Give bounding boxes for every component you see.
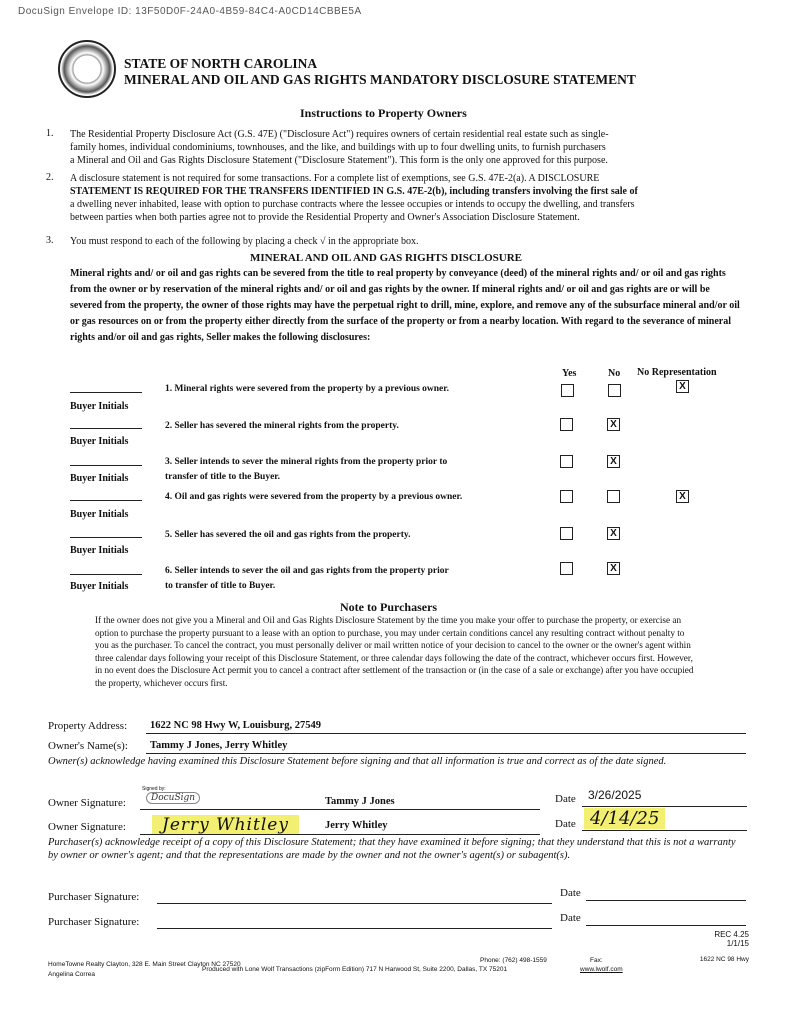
purchaser1-date-label: Date <box>560 887 581 899</box>
owner-signature-label: Owner Signature: <box>48 797 126 809</box>
owner1-printed-name: Tammy J Jones <box>325 796 395 807</box>
website-link[interactable]: www.lwolf.com <box>580 966 623 973</box>
instruction-number: 1. <box>46 128 54 139</box>
purchaser2-signature-line[interactable] <box>157 928 552 929</box>
checkbox-no-representation[interactable] <box>676 527 689 540</box>
instruction-number: 2. <box>46 172 54 183</box>
form-meta: REC 4.25 1/1/15 <box>714 930 749 948</box>
checkbox-no[interactable]: X <box>607 527 620 540</box>
owner1-date-label: Date <box>555 793 576 805</box>
checkbox-no[interactable]: X <box>607 418 620 431</box>
title-state: STATE OF NORTH CAROLINA <box>124 56 318 71</box>
owner2-date-label: Date <box>555 818 576 830</box>
checkbox-yes[interactable] <box>560 418 573 431</box>
checkbox-yes[interactable] <box>561 384 574 397</box>
purchaser1-date-line[interactable] <box>586 900 746 901</box>
purchaser2-date-line[interactable] <box>586 925 746 926</box>
fax: Fax: <box>590 957 603 964</box>
checkbox-no-representation[interactable]: X <box>676 380 689 393</box>
instructions-heading: Instructions to Property Owners <box>300 106 467 120</box>
property-address-label: Property Address: <box>48 720 128 732</box>
owner-acknowledgement: Owner(s) acknowledge having examined this Disclosure Statement before signing and that all information is true and correct as of the date signed. <box>48 756 667 767</box>
instruction-2: A disclosure statement is not required for some transactions. For a complete list of exemptions, see G.S. 47E-2(a). A DISCLOSURE STATEMENT IS REQUIRED FOR THE TRANSFERS IDENTIFIED IN G.S. 47E-2(b), including transfers involving the first sale of a dwelling never inhabited, lease with option to purchase contracts where the lessee occupies or intends to occupy the dwelling, and transfers between parties when both parties agree not to provide the Residential Property and Owner's Association Disclosure Statement. <box>70 173 638 223</box>
checkbox-yes[interactable] <box>560 455 573 468</box>
owner2-printed-name: Jerry Whitley <box>325 820 388 831</box>
checkbox-no-representation[interactable] <box>676 418 689 431</box>
purchaser-acknowledgement: Purchaser(s) acknowledge receipt of a copy of this Disclosure Statement; that they have examined it before signing; that they understand that this is not a warranty by owner or owner's agent; and that the representations are made by the owner and not the owner's agent(s) or subagent(s). <box>48 837 736 861</box>
checkbox-no-representation[interactable] <box>676 562 689 575</box>
column-no: No <box>608 368 621 379</box>
state-seal-icon <box>58 40 116 98</box>
checkbox-no-representation[interactable]: X <box>676 490 689 503</box>
note-text: If the owner does not give you a Mineral and Oil and Gas Rights Disclosure Statement by the time you make your offer to purchase the property, or exercise an option to purchase the property pursuant to a lease with an option to purchase, you may under certain conditions cancel any resulting contract without penalty to you as the purchaser. To cancel the contract, you must personally deliver or mail written notice of your decision to cancel to the owner or the owner's agent within three calendar days following your receipt of this Disclosure Statement, or three calendar days following the date of the contract, whichever occurs first. However, in no event does the Disclosure Act permit you to cancel a contract after settlement of the transaction or (in the case of a sale or exchange) after you have occupied the property, whichever occurs first. <box>95 615 694 688</box>
owner1-signature[interactable]: DocuSign <box>146 792 200 804</box>
owners-name-label: Owner's Name(s): <box>48 740 128 752</box>
disclosure-intro: Mineral rights and/ or oil and gas rights can be severed from the title to real property by conveyance (deed) of the mineral rights and/ or oil and gas rights from the owner or by reservation of the mineral rights and/ or oil and gas rights by the owner. If mineral rights and/ or oil and gas rights are or will be severed from the property, the owner of those rights may have the perpetual right to drill, mine, explore, and remove any of the subsurface mineral and/or oil or gas resources on or from the property either directly from the surface of the property or from a nearby location. With regard to the severance of mineral rights and/or oil and gas rights, Seller makes the following disclosures: <box>70 268 740 343</box>
form-address-ref: 1622 NC 98 Hwy <box>699 956 749 963</box>
question-text: 4. Oil and gas rights were severed from the property by a previous owner. <box>165 492 463 502</box>
owner2-date[interactable]: 4/14/25 <box>584 808 665 829</box>
instruction-number: 3. <box>46 235 54 246</box>
purchaser-signature-label: Purchaser Signature: <box>48 891 140 903</box>
column-yes: Yes <box>562 368 577 379</box>
checkbox-yes[interactable] <box>560 562 573 575</box>
agent-name: Angelina Correa <box>48 971 95 978</box>
envelope-id: DocuSign Envelope ID: 13F50D0F-24A0-4B59-84C4-A0CD14CBBE5A <box>18 6 362 17</box>
question-text: 5. Seller has severed the oil and gas rights from the property. <box>165 530 411 540</box>
owner-signature-label: Owner Signature: <box>48 821 126 833</box>
question-text: 3. Seller intends to sever the mineral rights from the property prior to transfer of title to the Buyer. <box>165 457 448 482</box>
produced-with: Produced with Lone Wolf Transactions (zipForm Edition) 717 N Harwood St, Suite 2200, Dallas, TX 75201 <box>202 966 508 973</box>
checkbox-yes[interactable] <box>560 490 573 503</box>
checkbox-no[interactable] <box>608 384 621 397</box>
checkbox-no[interactable] <box>607 490 620 503</box>
purchaser2-date-label: Date <box>560 912 581 924</box>
owner2-signature[interactable]: Jerry Whitley <box>152 815 299 835</box>
purchaser1-signature-line[interactable] <box>157 903 552 904</box>
question-text: 6. Seller intends to sever the oil and gas rights from the property prior to transfer of title to Buyer. <box>165 566 449 591</box>
owners-name-value[interactable]: Tammy J Jones, Jerry Whitley <box>150 740 288 751</box>
title-form: MINERAL AND OIL AND GAS RIGHTS MANDATORY DISCLOSURE STATEMENT <box>124 72 636 87</box>
disclosure-heading: MINERAL AND OIL AND GAS RIGHTS DISCLOSURE <box>250 252 523 264</box>
agency-line: HomeTowne Realty Clayton, 328 E. Main Street Clayton NC 27520 <box>48 961 241 968</box>
question-text: 2. Seller has severed the mineral rights from the property. <box>165 421 399 431</box>
checkbox-no-representation[interactable] <box>676 455 689 468</box>
property-address-value[interactable]: 1622 NC 98 Hwy W, Louisburg, 27549 <box>150 720 321 731</box>
instruction-3: You must respond to each of the following by placing a check √ in the appropriate box. <box>70 236 419 247</box>
checkbox-no[interactable]: X <box>607 455 620 468</box>
phone: Phone: (762) 498-1559 <box>480 957 547 964</box>
note-heading: Note to Purchasers <box>340 600 438 614</box>
docusign-signed-by: Signed by: <box>142 786 166 792</box>
checkbox-yes[interactable] <box>560 527 573 540</box>
checkbox-no[interactable]: X <box>607 562 620 575</box>
question-text: 1. Mineral rights were severed from the property by a previous owner. <box>165 384 449 394</box>
column-no-representation: No Representation <box>637 367 717 378</box>
instruction-1: The Residential Property Disclosure Act (G.S. 47E) ("Disclosure Act") requires owners of certain residential real estate such as single- family homes, individual condominiums, townhouses, and the like, and buildings with up to four dwelling units, to furnish purchasers a Mineral and Oil and Gas Rights Disclosure Statement ("Disclosure Statement"). This form is the only one approved for this purpose. <box>70 129 609 166</box>
purchaser-signature-label: Purchaser Signature: <box>48 916 140 928</box>
owner1-date[interactable]: 3/26/2025 <box>588 788 642 802</box>
